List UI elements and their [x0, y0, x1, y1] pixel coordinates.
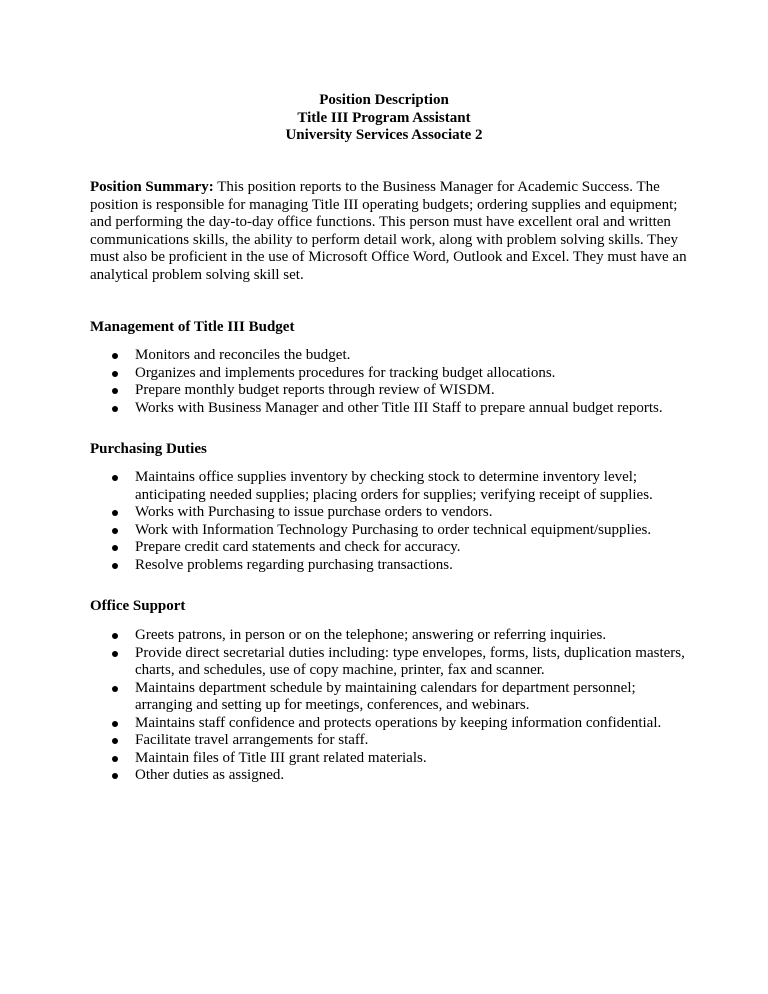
title-line-3: University Services Associate 2: [285, 127, 483, 143]
summary-label: Position Summary:: [90, 179, 214, 195]
bullet-icon: [112, 388, 118, 394]
list-item: Maintains staff confidence and protects operations by keeping information confidential.: [90, 715, 690, 733]
bullet-icon: [112, 563, 118, 569]
bullet-icon: [112, 545, 118, 551]
bullet-icon: [112, 475, 118, 481]
bullet-icon: [112, 773, 118, 779]
list-item: Facilitate travel arrangements for staff.: [90, 732, 690, 750]
section-heading-office-support: Office Support: [90, 598, 186, 614]
summary-text: This position reports to the Business Manager for Academic Success. The position is responsible for managing Title III operating budgets; ordering supplies and equipment; and performing the day-to-day office functions. This person must have excellent oral and written communications skills, the ability to perform detail work, along with problem solving skills. They must also be proficient in the use of Microsoft Office Word, Outlook and Excel. They must have an analytical problem solving skill set.: [90, 179, 687, 283]
bullet-icon: [112, 738, 118, 744]
bullet-icon: [112, 756, 118, 762]
list-item: Provide direct secretarial duties including: type envelopes, forms, lists, duplication masters, charts, and schedules, use of copy machine, printer, fax and scanner.: [90, 645, 690, 680]
bullet-icon: [112, 651, 118, 657]
bullet-icon: [112, 510, 118, 516]
list-item: Maintain files of Title III grant related materials.: [90, 750, 690, 768]
list-item: Organizes and implements procedures for tracking budget allocations.: [90, 365, 690, 383]
bullet-icon: [112, 528, 118, 534]
list-item: Works with Business Manager and other Title III Staff to prepare annual budget reports.: [90, 400, 690, 418]
list-item: Work with Information Technology Purchasing to order technical equipment/supplies.: [90, 522, 690, 540]
bullet-icon: [112, 353, 118, 359]
bullet-icon: [112, 371, 118, 377]
document-title: [0, 92, 768, 145]
list-item: Maintains department schedule by maintaining calendars for department personnel; arranging and setting up for meetings, conferences, and webinars.: [90, 680, 690, 715]
position-summary: [90, 179, 690, 284]
bullet-icon: [112, 406, 118, 412]
bullet-icon: [112, 686, 118, 692]
title-line-1: Position Description: [319, 92, 449, 108]
list-item: Resolve problems regarding purchasing transactions.: [90, 557, 690, 575]
list-item: Monitors and reconciles the budget.: [90, 347, 690, 365]
list-item: Prepare credit card statements and check for accuracy.: [90, 539, 690, 557]
office-support-list: [90, 627, 690, 785]
bullet-icon: [112, 633, 118, 639]
bullet-icon: [112, 721, 118, 727]
list-item: Prepare monthly budget reports through review of WISDM.: [90, 382, 690, 400]
section-heading-budget: Management of Title III Budget: [90, 319, 295, 335]
list-item: Maintains office supplies inventory by checking stock to determine inventory level; anticipating needed supplies; placing orders for supplies; verifying receipt of supplies.: [90, 469, 690, 504]
title-line-2: Title III Program Assistant: [297, 109, 471, 126]
section-heading-purchasing: Purchasing Duties: [90, 441, 207, 457]
list-item: Works with Purchasing to issue purchase orders to vendors.: [90, 504, 690, 522]
budget-list: [90, 347, 690, 417]
purchasing-list: [90, 469, 690, 574]
list-item: Greets patrons, in person or on the telephone; answering or referring inquiries.: [90, 627, 690, 645]
list-item: Other duties as assigned.: [90, 767, 690, 785]
